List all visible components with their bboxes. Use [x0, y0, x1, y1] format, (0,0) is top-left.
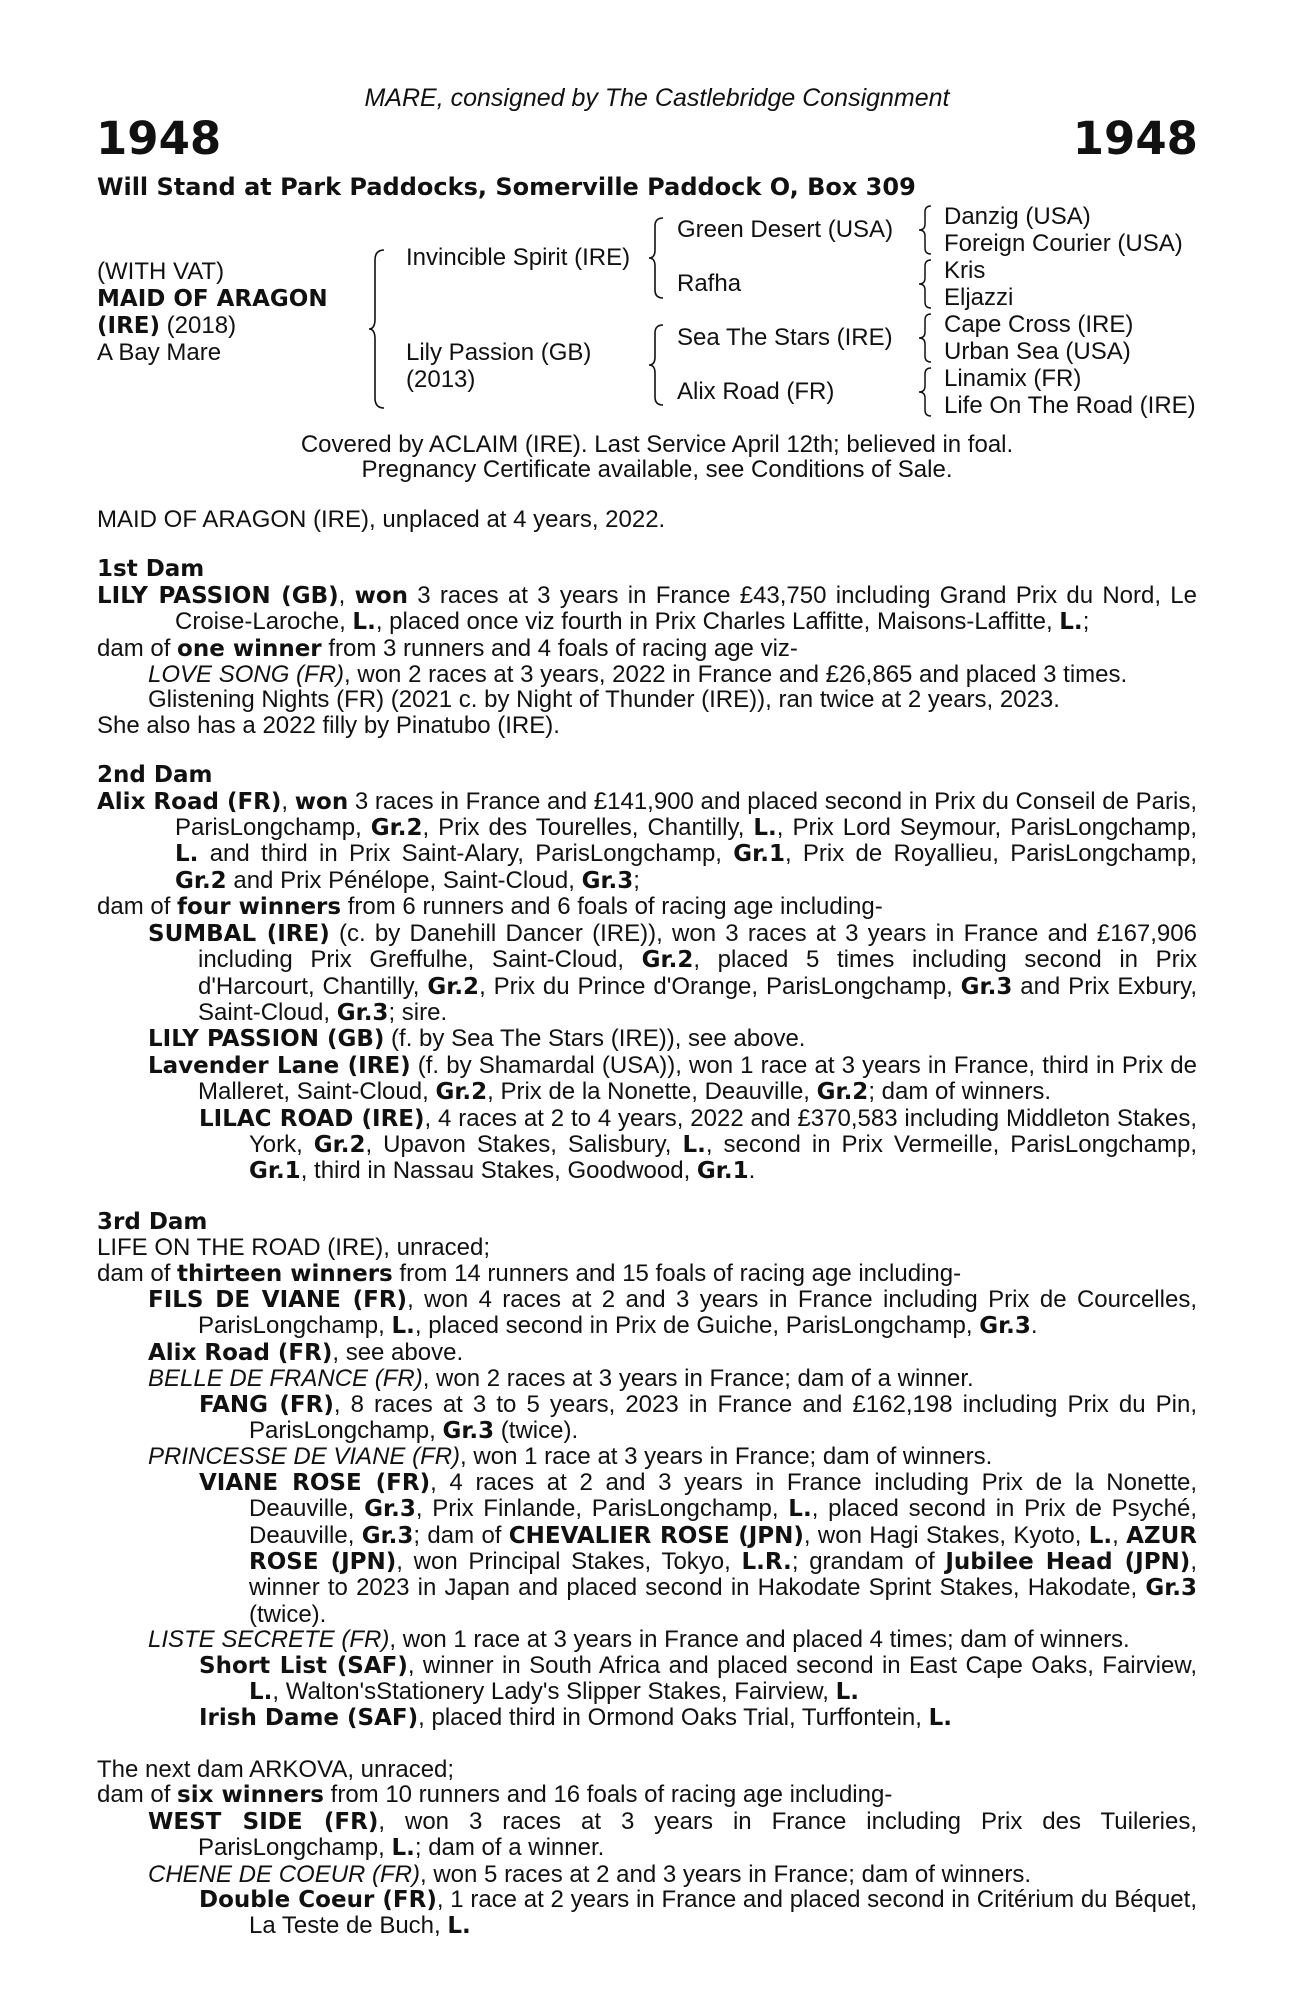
horse-origin: [97, 312, 236, 340]
produce-entry: LOVE SONG (FR), won 2 races at 3 years, 2022 in France and £26,865 and placed 3 times.: [148, 661, 1128, 689]
third-dam-produce-summary: dam of thirteen winners from 14 runners and 15 foals of racing age including-: [97, 1259, 962, 1287]
sire-dam-dam: Eljazzi: [944, 284, 1014, 311]
produce-entry: LILY PASSION (GB) (f. by Sea The Stars (IRE)), see above.: [148, 1025, 806, 1053]
produce-entry: Glistening Nights (FR) (2021 c. by Night of Thunder (IRE)), ran twice at 2 years, 2023.: [148, 686, 1060, 714]
covering-line-2: Pregnancy Certificate available, see Conditions of Sale.: [361, 456, 953, 483]
produce-entry: LISTE SECRETE (FR), won 1 race at 3 years in France and placed 4 times; dam of winners.: [148, 1626, 1130, 1654]
produce-entry: FILS DE VIANE (FR), won 4 races at 2 and 3 years in France including Prix de Courcelles, ParisLongchamp, L., placed second in Prix de Guiche, ParisLongchamp, Gr.3.: [148, 1285, 1197, 1340]
dam-sire: Sea The Stars (IRE): [677, 324, 893, 351]
produce-entry: BELLE DE FRANCE (FR), won 2 races at 3 years in France; dam of a winner.: [148, 1365, 974, 1393]
pedigree-brace-ss: [918, 204, 934, 256]
produce-note: She also has a 2022 filly by Pinatubo (IRE).: [97, 711, 560, 739]
produce-entry: VIANE ROSE (FR), 4 races at 2 and 3 years in France including Prix de la Nonette, Deauville, Gr.3, Prix Finlande, ParisLongchamp, L., placed second in Prix de Psyché, Deauville, Gr.3; dam of CHEVALIER ROSE (JPN), won Hagi Stakes, Kyoto, L., AZUR ROSE (JPN), won Principal Stakes, Tokyo, L.R.; grandam of Jubilee Head (JPN), winner to 2023 in Japan and placed second in Hakodate Sprint Stakes, Hakodate, Gr.3 (twice).: [199, 1468, 1197, 1628]
third-dam-entry: LIFE ON THE ROAD (IRE), unraced;: [97, 1234, 490, 1262]
horse-description: A Bay Mare: [97, 339, 222, 366]
first-dam-heading: 1st Dam: [97, 556, 205, 583]
horse-country: (IRE): [97, 313, 161, 339]
first-dam-section: [97, 557, 1197, 738]
produce-entry: CHENE DE COEUR (FR), won 5 races at 2 and 3 years in France; dam of winners.: [148, 1860, 1031, 1888]
dam-sire-dam: Urban Sea (USA): [944, 338, 1131, 365]
produce-entry: Irish Dame (SAF), placed third in Ormond Oaks Trial, Turffontein, L.: [199, 1704, 953, 1732]
covering-note: [0, 432, 1314, 482]
stabling-line: Will Stand at Park Paddocks, Somerville Paddock O, Box 309: [97, 173, 916, 201]
produce-entry: Lavender Lane (IRE) (f. by Shamardal (USA)), won 1 race at 3 years in France, third in Prix de Malleret, Saint-Cloud, Gr.2, Prix de la Nonette, Deauville, Gr.2; dam of winners.: [148, 1051, 1197, 1106]
sire-dam: Rafha: [677, 270, 742, 297]
sire-sire: Green Desert (USA): [677, 216, 894, 243]
produce-entry: FANG (FR), 8 races at 3 to 5 years, 2023 in France and £162,198 including Prix du Pin, ParisLongchamp, Gr.3 (twice).: [199, 1390, 1198, 1444]
produce-entry: PRINCESSE DE VIANE (FR), won 1 race at 3 years in France; dam of winners.: [148, 1443, 993, 1471]
lot-number-right: 1948: [1072, 112, 1198, 165]
next-dam-section: [97, 1757, 1197, 1940]
pedigree-brace-sd: [918, 258, 934, 310]
sire: Invincible Spirit (IRE): [406, 244, 631, 271]
produce-entry: SUMBAL (IRE) (c. by Danehill Dancer (IRE)), won 3 races at 3 years in France and £167,906 including Prix Greffulhe, Saint-Cloud, Gr.2, placed 5 times including second in Prix d'Harcourt, Chantilly, Gr.2, Prix du Prince d'Orange, ParisLongchamp, Gr.3 and Prix Exbury, Saint-Cloud, Gr.3; sire.: [148, 919, 1198, 1026]
third-dam-section: [97, 1210, 1197, 1732]
produce-entry: LILAC ROAD (IRE), 4 races at 2 to 4 years, 2022 and £370,583 including Middleton Stakes, York, Gr.2, Upavon Stakes, Salisbury, L., second in Prix Vermeille, ParisLongchamp, Gr.1, third in Nassau Stakes, Goodwood, Gr.1.: [199, 1104, 1197, 1185]
pedigree-brace-dd: [918, 366, 934, 418]
racing-record: MAID OF ARAGON (IRE), unplaced at 4 years, 2022.: [97, 506, 666, 533]
pedigree-brace-dam: [648, 323, 666, 407]
sire-sire-sire: Danzig (USA): [944, 203, 1091, 230]
sire-sire-dam: Foreign Courier (USA): [944, 230, 1183, 257]
produce-entry: WEST SIDE (FR), won 3 races at 3 years in France including Prix des Tuileries, ParisLongchamp, L.; dam of a winner.: [148, 1807, 1197, 1862]
next-dam-produce-summary: dam of six winners from 10 runners and 16 foals of racing age including-: [97, 1781, 893, 1809]
first-dam-produce-summary: dam of one winner from 3 runners and 4 foals of racing age viz-: [97, 634, 798, 662]
produce-entry: Alix Road (FR), see above.: [148, 1338, 464, 1366]
pedigree-brace-ds: [918, 312, 934, 364]
second-dam-produce-summary: dam of four winners from 6 runners and 6 foals of racing age including-: [97, 893, 883, 921]
dam-sire-sire: Cape Cross (IRE): [944, 311, 1134, 338]
second-dam-section: [97, 763, 1197, 1185]
dam-dam-dam: Life On The Road (IRE): [944, 392, 1196, 419]
second-dam-heading: 2nd Dam: [97, 762, 213, 789]
horse-name-text: MAID OF ARAGON: [97, 286, 328, 312]
produce-entry: Short List (SAF), winner in South Africa and placed second in East Cape Oaks, Fairview, L., Walton'sStationery Lady's Slipper Stakes, Fairview, L.: [199, 1651, 1197, 1706]
next-dam-entry: The next dam ARKOVA, unraced;: [97, 1755, 455, 1783]
first-dam-entry: LILY PASSION (GB), won 3 races at 3 years in France £43,750 including Grand Prix du Nord, Le Croise-Laroche, L., placed once viz fourth in Prix Charles Laffitte, Maisons-Laffitte, L.;: [97, 581, 1197, 636]
covering-line-1: Covered by ACLAIM (IRE). Last Service April 12th; believed in foal.: [300, 431, 1014, 458]
pedigree-brace-sire: [648, 216, 666, 300]
dam-year: (2013): [406, 366, 476, 393]
produce-entry: Double Coeur (FR), 1 race at 2 years in France and placed second in Critérium du Béquet, La Teste de Buch, L.: [199, 1885, 1197, 1940]
catalogue-body: [97, 507, 1197, 1940]
pedigree-brace-main: [368, 248, 388, 410]
vat-note: (WITH VAT): [97, 258, 225, 285]
dam-name: LILY PASSION (GB): [97, 582, 339, 609]
horse-year: (2018): [160, 312, 237, 339]
third-dam-heading: 3rd Dam: [97, 1208, 208, 1235]
lot-number-left: 1948: [96, 112, 222, 165]
dam: Lily Passion (GB): [406, 339, 592, 366]
dam-dam-sire: Linamix (FR): [944, 365, 1082, 392]
dam-dam: Alix Road (FR): [677, 378, 835, 405]
won-label: won: [354, 582, 409, 609]
consignor-line: MARE, consigned by The Castlebridge Consignment: [364, 84, 950, 112]
sire-dam-sire: Kris: [944, 257, 986, 284]
second-dam-entry: Alix Road (FR), won 3 races in France and £141,900 and placed second in Prix du Conseil de Paris, ParisLongchamp, Gr.2, Prix des Tourelles, Chantilly, L., Prix Lord Seymour, ParisLongchamp, L. and third in Prix Saint-Alary, ParisLongchamp, Gr.1, Prix de Royallieu, ParisLongchamp, Gr.2 and Prix Pénélope, Saint-Cloud, Gr.3;: [97, 787, 1197, 894]
horse-name: [97, 285, 328, 313]
